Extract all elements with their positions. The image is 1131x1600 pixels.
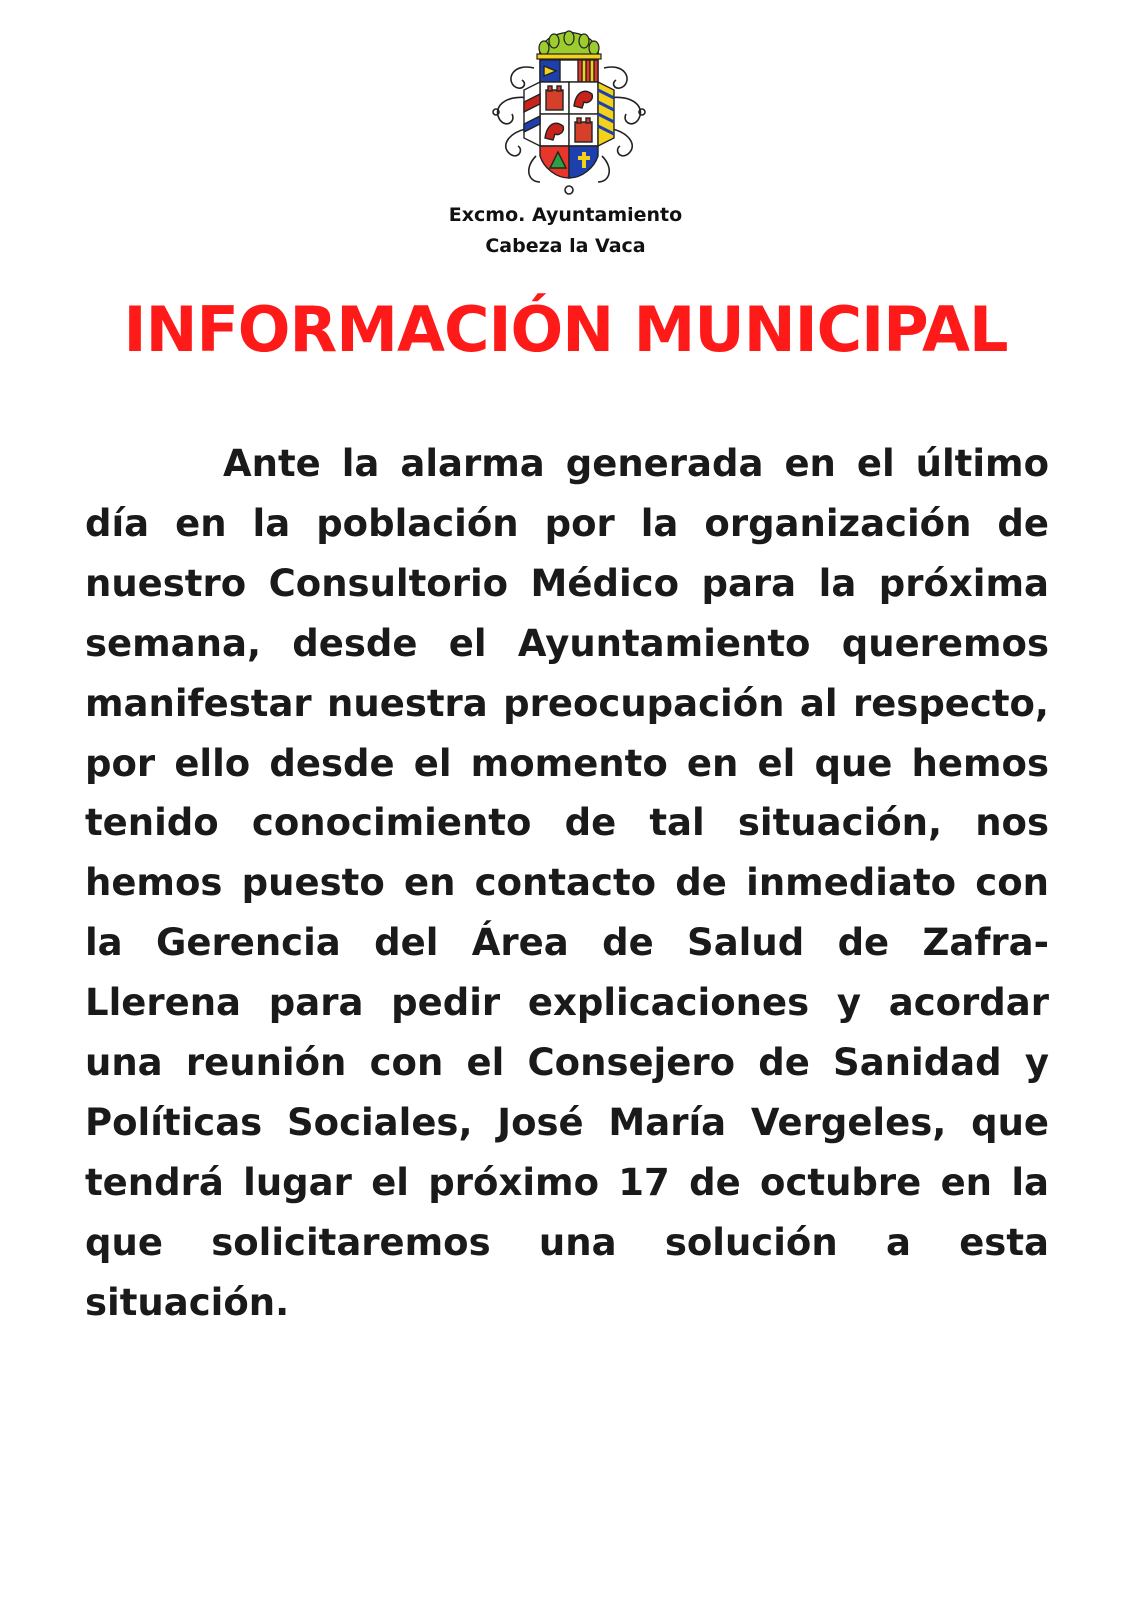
issuer-line-1: Excmo. Ayuntamiento: [448, 204, 683, 226]
issuer-line-2: Cabeza la Vaca: [485, 235, 646, 257]
issuer-block: [0, 200, 1131, 262]
notice-body: Ante la alarma generada en el último día en la población por la organización de nuestro Consultorio Médico para la próxima semana, desde el Ayuntamiento queremos manifestar nuestra preocupación al respecto, por ello desde el momento en el que hemos tenido conocimiento de tal situación, nos hemos puesto en contacto de inmediato con la Gerencia del Área de Salud de Zafra-Llerena para pedir explicaciones y acordar una reunión con el Consejero de Sanidad y Políticas Sociales, José María Vergeles, que tendrá lugar el próximo 17 de octubre en la que solicitaremos una solución a esta situación.: [85, 442, 1049, 1324]
coat-of-arms-icon: [484, 28, 654, 198]
notice-title: INFORMACIÓN MUNICIPAL: [123, 293, 1008, 366]
